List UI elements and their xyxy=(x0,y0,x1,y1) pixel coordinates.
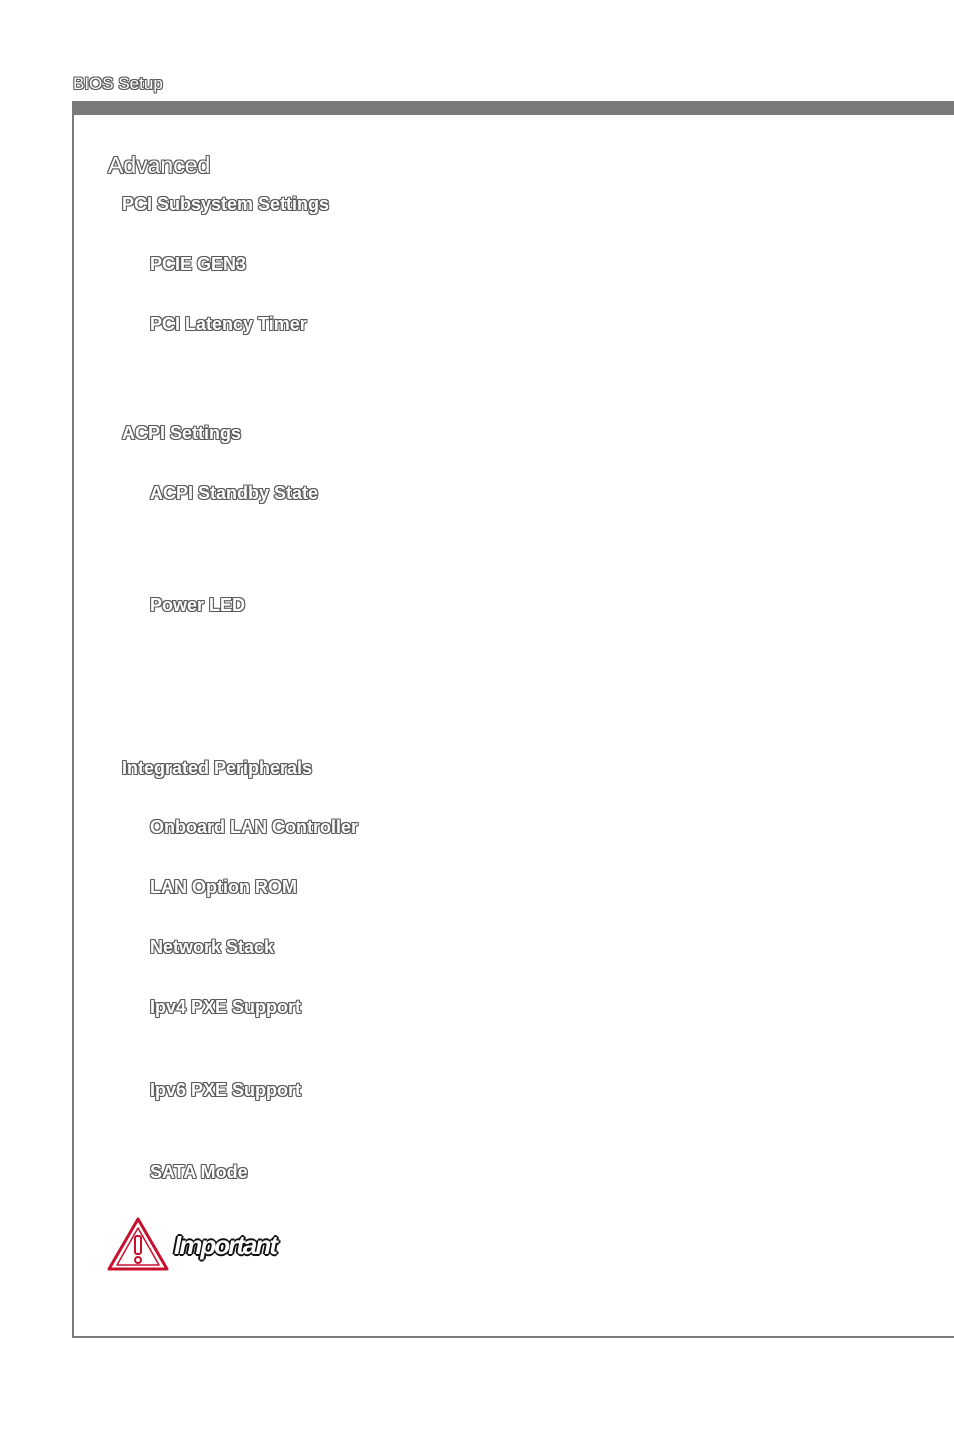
setting-item-pci-latency-timer: PCI Latency Timer xyxy=(150,314,307,334)
setting-item-pcie-gen3: PCIE GEN3 xyxy=(150,254,247,274)
running-header: BIOS Setup xyxy=(73,74,163,93)
section-title-integrated-peripherals: Integrated Peripherals xyxy=(122,758,313,778)
setting-item-sata-mode: SATA Mode xyxy=(150,1162,248,1182)
setting-item-onboard-lan-controller: Onboard LAN Controller xyxy=(150,817,358,837)
page-title: Advanced xyxy=(108,152,211,178)
section-title-acpi: ACPI Settings xyxy=(122,423,242,443)
setting-item-ipv6-pxe-support: Ipv6 PXE Support xyxy=(150,1080,302,1100)
setting-item-network-stack: Network Stack xyxy=(150,937,275,957)
header-bar xyxy=(73,101,954,115)
important-notice xyxy=(106,1216,306,1272)
setting-item-acpi-standby-state: ACPI Standby State xyxy=(150,483,319,503)
setting-item-lan-option-rom: LAN Option ROM xyxy=(150,877,297,897)
frame-bottom-rule xyxy=(72,1336,954,1338)
section-title-pci-subsystem: PCI Subsystem Settings xyxy=(122,194,330,214)
important-label: Important xyxy=(174,1230,276,1260)
warning-triangle-icon xyxy=(106,1216,170,1272)
setting-item-ipv4-pxe-support: Ipv4 PXE Support xyxy=(150,997,302,1017)
frame-left-rule xyxy=(72,101,74,1338)
setting-item-power-led: Power LED xyxy=(150,595,246,615)
